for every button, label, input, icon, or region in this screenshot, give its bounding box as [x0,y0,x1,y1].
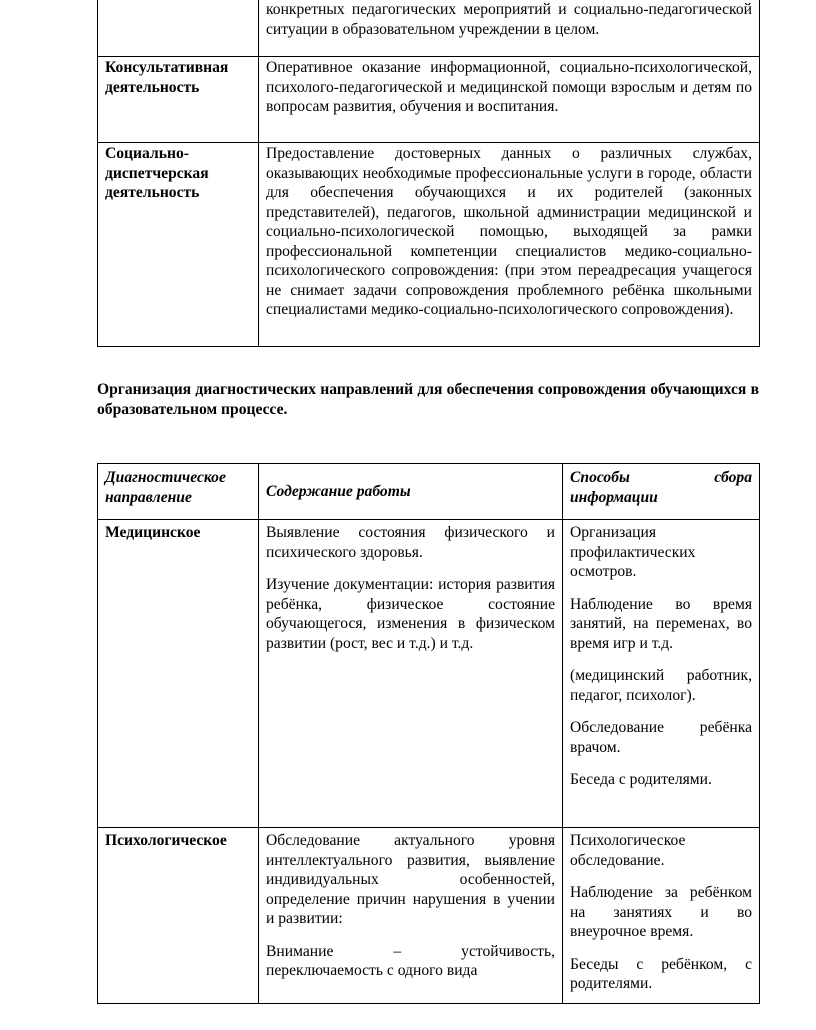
row-text: Предоставление достоверных данных о различных службах, оказывающих необходимые профессиональные услуги в городе, области для обеспечения обучающихся и их родителей (законных представителей), педагогов, школьной администрации медицинской и социально-психологической помощью, выходящей за рамки профессиональной компетенции специалистов медико-социально-психологического сопровождения: (при этом переадресация учащегося не снимает задачи сопровождения проблемного ребёнка школьными специалистами медико-социально-психологического сопровождения). [259,143,760,347]
table-row [98,0,760,57]
table-row [98,57,760,143]
row-label: Консультативная деятельность [98,57,259,143]
row-label: Социально-диспетчерская деятельность [98,143,259,347]
header-content: Содержание работы [259,464,563,520]
row-methods: Психологическое обследование. Наблюдение за ребёнком на занятиях и во внеурочное время. Беседы с ребёнком, с родителями. [563,828,760,1004]
row-methods: Организация профилактических осмотров. Наблюдение во время занятий, на переменах, во время игр и т.д. (медицинский работник, педагог, психолог). Обследование ребёнка врачом. Беседа с родителями. [563,520,760,828]
row-content: Обследование актуального уровня интеллектуального развития, выявление индивидуальных особенностей, определение причин нарушения в учении и развитии: Внимание – устойчивость, переключаемость с одного вида [259,828,563,1004]
table-row [98,520,760,828]
row-label: Медицинское [98,520,259,828]
row-label [98,0,259,57]
services-table [97,0,760,347]
table-header-row [98,464,760,520]
table-row [98,828,760,1004]
header-direction: Диагностическое направление [98,464,259,520]
header-methods: Способы сбора информации [563,464,760,520]
row-text: Оперативное оказание информационной, социально-психологической, психолого-педагогической и медицинской помощи взрослым и детям по вопросам развития, обучения и воспитания. [259,57,760,143]
section-heading: Организация диагностических направлений для обеспечения сопровождения обучающихся в образовательном процессе. [97,381,759,418]
table-row [98,143,760,347]
diagnostics-table [97,463,760,1004]
row-label: Психологическое [98,828,259,1004]
row-text: конкретных педагогических мероприятий и социально-педагогической ситуации в образовательном учреждении в целом. [259,0,760,57]
row-content: Выявление состояния физического и психического здоровья. Изучение документации: история развития ребёнка, физическое состояние обучающегося, изменения в физическом развитии (рост, вес и т.д.) и т.д. [259,520,563,828]
